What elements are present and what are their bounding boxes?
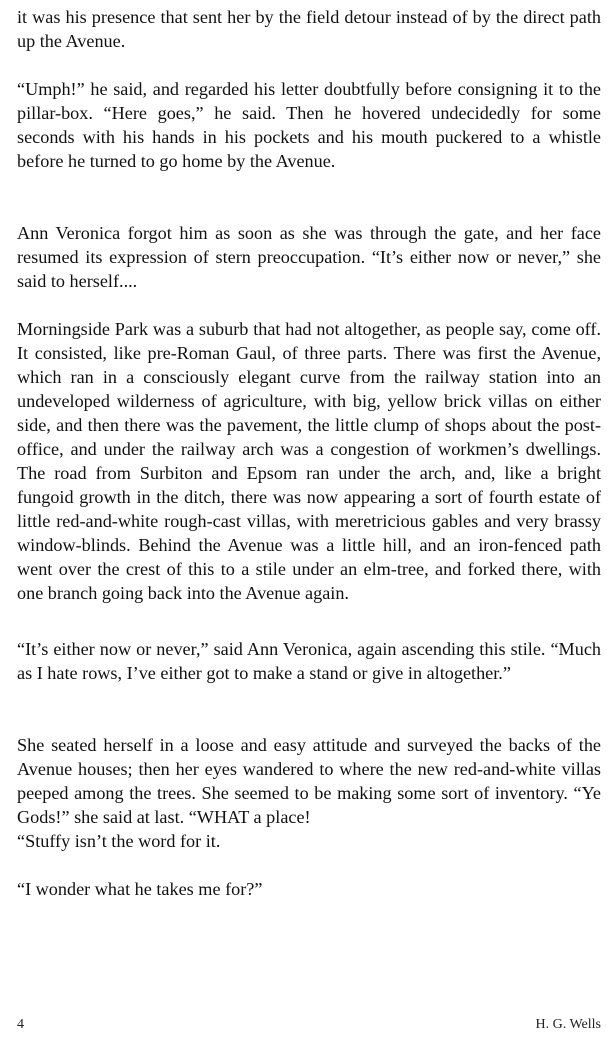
paragraph: it was his presence that sent her by the field detour instead of by the direct path up the Avenue. <box>17 7 601 51</box>
paragraph: “It’s either now or never,” said Ann Veronica, again ascending this stile. “Much as I hate rows, I’ve either got to make a stand or give in altogether.” <box>17 639 601 683</box>
paragraph: Ann Veronica forgot him as soon as she was through the gate, and her face resumed its expression of stern preoccupation. “It’s either now or never,” she said to herself.... <box>17 223 601 291</box>
page-footer <box>17 1017 601 1037</box>
paragraph: “I wonder what he takes me for?” <box>17 879 263 899</box>
paragraph: “Umph!” he said, and regarded his letter doubtfully before consigning it to the pillar-box. “Here goes,” he said. Then he hovered undecidedly for some seconds with his hands in his pockets and his mouth puckered to a whistle before he turned to go home by the Avenue. <box>17 79 601 171</box>
paragraph: She seated herself in a loose and easy attitude and surveyed the backs of the Avenue houses; then her eyes wandered to where the new red-and-white villas peeped among the trees. She seemed to be making some sort of inventory. “Ye Gods!” she said at last. “WHAT a place! <box>17 735 601 827</box>
page-number: 4 <box>17 1017 24 1032</box>
author-name: H. G. Wells <box>535 1017 601 1032</box>
paragraph: “Stuffy isn’t the word for it. <box>17 831 221 851</box>
paragraph: Morningside Park was a suburb that had not altogether, as people say, come off. It consisted, like pre-Roman Gaul, of three parts. There was first the Avenue, which ran in a consciously elegant curve from the railway station into an undeveloped wilderness of agriculture, with big, yellow brick villas on either side, and then there was the pavement, the little clump of shops about the post-office, and under the railway arch was a congestion of workmen’s dwellings. The road from Surbiton and Epsom ran under the arch, and, like a bright fungoid growth in the ditch, there was now appearing a sort of fourth estate of little red-and-white rough-cast villas, with meretricious gables and very brassy window-blinds. Behind the Avenue was a little hill, and an iron-fenced path went over the crest of this to a stile under an elm-tree, and forked there, with one branch going back into the Avenue again. <box>17 319 601 603</box>
